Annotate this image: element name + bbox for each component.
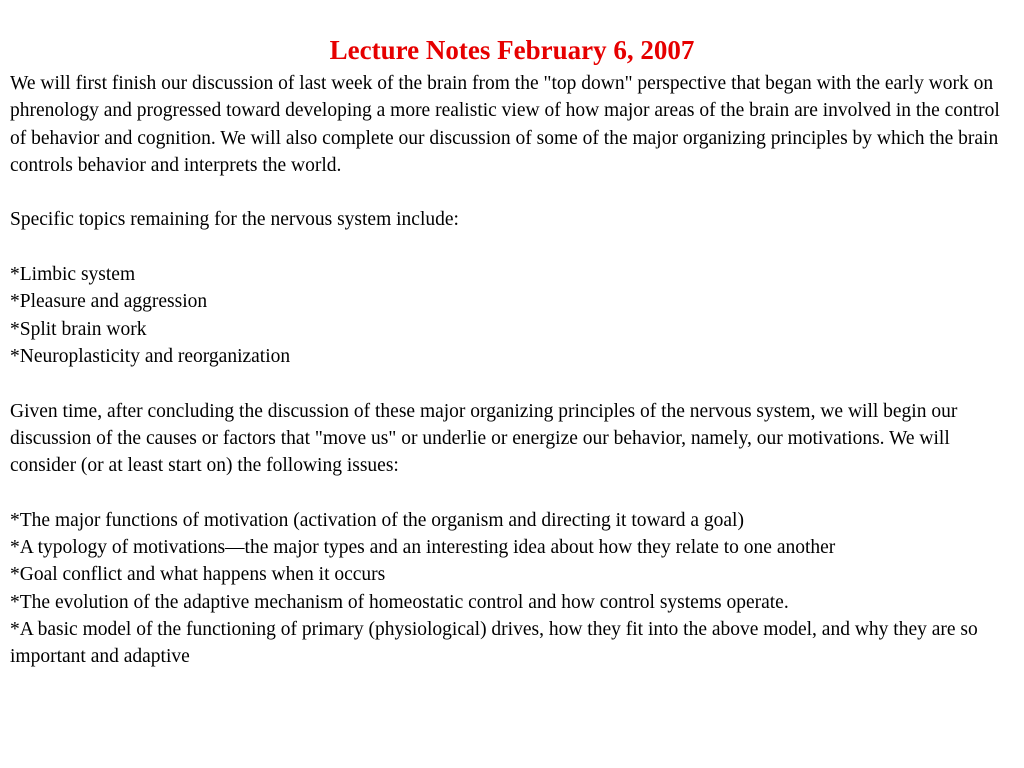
motivation-paragraph: Given time, after concluding the discussion of these major organizing principles of the nervous system, we will begin our discussion of the causes or factors that "move us" or underlie or energize our behavior, namely, our motivations. We will consider (or at least start on) the following issues: [10, 400, 958, 477]
list-item: *Pleasure and aggression [10, 291, 208, 313]
list-item: *Limbic system [10, 264, 136, 286]
spacer [10, 479, 1014, 506]
spacer [10, 179, 1014, 206]
topics-list [10, 261, 1014, 370]
list-item: *Split brain work [10, 318, 147, 340]
spacer [10, 370, 1014, 397]
list-item: *The major functions of motivation (activation of the organism and directing it toward a goal) [10, 509, 744, 531]
list-item: *Goal conflict and what happens when it occurs [10, 564, 386, 586]
list-item: *The evolution of the adaptive mechanism of homeostatic control and how control systems operate. [10, 591, 789, 613]
lecture-notes-slide [10, 34, 1014, 671]
list-item: *A typology of motivations—the major types and an interesting idea about how they relate to one another [10, 537, 836, 559]
list-item: *A basic model of the functioning of primary (physiological) drives, how they fit into the above model, and why they are so important and adaptive [10, 618, 978, 668]
page-title: Lecture Notes February 6, 2007 [329, 35, 695, 65]
issues-list [10, 507, 1014, 671]
list-item: *Neuroplasticity and reorganization [10, 345, 291, 367]
spacer [10, 234, 1014, 261]
topics-heading: Specific topics remaining for the nervous system include: [10, 209, 459, 231]
intro-paragraph: We will first finish our discussion of last week of the brain from the "top down" perspective that began with the early work on phrenology and progressed toward developing a more realistic view of how major areas of the brain are involved in the control of behavior and cognition. We will also complete our discussion of some of the major organizing principles by which the brain controls behavior and interprets the world. [10, 73, 1000, 176]
